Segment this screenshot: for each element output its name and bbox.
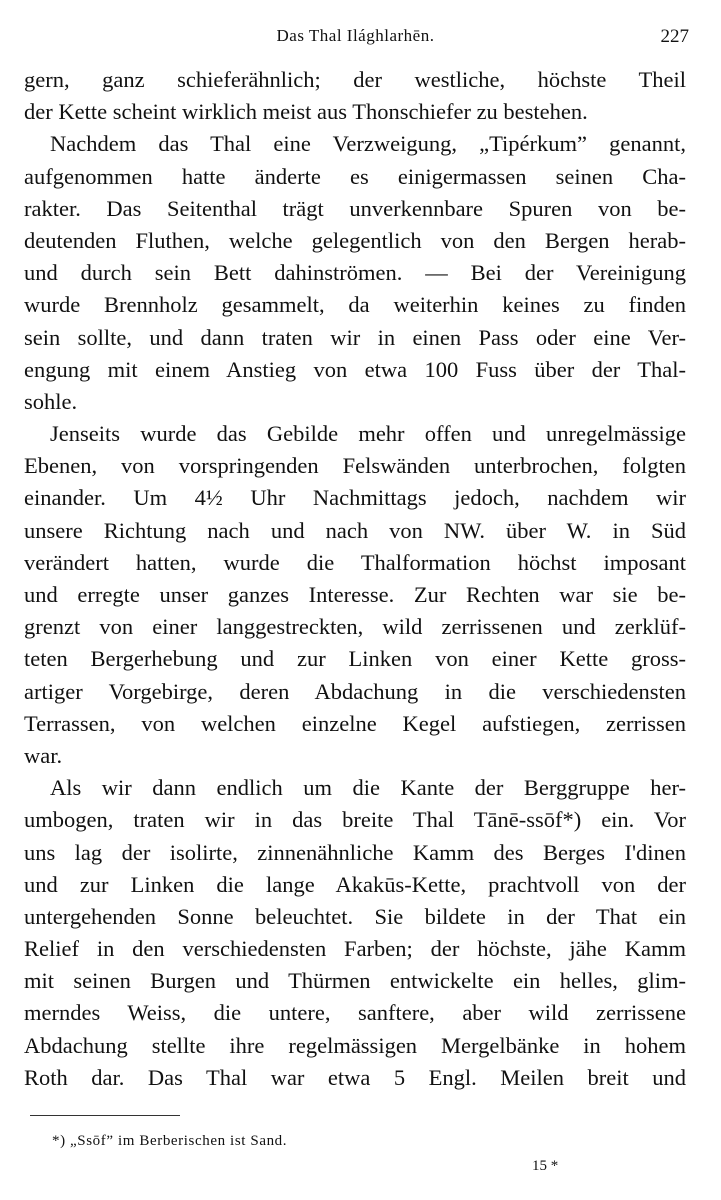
text-line: aufgenommen hatte änderte es einigermassen seinen Cha- [24,163,686,189]
running-title: Das Thal Ilághlarhēn. [276,26,435,45]
text-line: Roth dar. Das Thal war etwa 5 Engl. Meilen breit und [24,1064,686,1090]
running-head [22,26,689,50]
text-line: artiger Vorgebirge, deren Abdachung in die verschiedensten [24,678,686,704]
text-line: Ebenen, von vorspringenden Felswänden unterbrochen, folgten [24,453,686,479]
text-line: umbogen, traten wir in das breite Thal Tānē-ssōf*) ein. Vor [24,807,686,833]
text-line: teten Bergerhebung und zur Linken von einer Kette gross- [24,646,686,672]
text-line: unsere Richtung nach und nach von NW. über W. in Süd [24,517,686,543]
text-line: Als wir dann endlich um die Kante der Berggruppe her- [50,775,686,801]
text-line: verändert hatten, wurde die Thalformation höchst imposant [24,549,686,575]
text-line: untergehenden Sonne beleuchtet. Sie bildete in der That ein [24,903,686,929]
text-line: uns lag der isolirte, zinnenähnliche Kamm des Berges I'dinen [24,839,686,865]
text-line: Abdachung stellte ihre regelmässigen Mergelbänke in hohem [24,1032,686,1058]
page-number: 227 [660,26,689,47]
text-line: sein sollte, und dann traten wir in einen Pass oder eine Ver- [24,324,686,350]
text-line: grenzt von einer langgestreckten, wild zerrissenen und zerklüf- [24,614,686,640]
footnote-divider [30,1115,180,1116]
text-line: Nachdem das Thal eine Verzweigung, „Tipérkum” genannt, [50,131,686,157]
text-line: Terrassen, von welchen einzelne Kegel aufstiegen, zerrissen [24,710,686,736]
text-line: war. [24,742,63,768]
text-line: einander. Um 4½ Uhr Nachmittags jedoch, nachdem wir [24,485,686,511]
text-line: und erregte unser ganzes Interesse. Zur Rechten war sie be- [24,582,686,607]
footnote: *) „Ssōf” im Berberischen ist Sand. [52,1133,288,1149]
signature-mark: 15 * [532,1158,559,1174]
text-line: wurde Brennholz gesammelt, da weiterhin keines zu finden [24,292,686,318]
text-line: rakter. Das Seitenthal trägt unverkennbare Spuren von be- [24,195,686,221]
text-line: Relief in den verschiedensten Farben; der höchste, jähe Kamm [24,936,686,962]
text-line: merndes Weiss, die untere, sanftere, aber wild zerrissene [24,1000,686,1026]
text-line: deutenden Fluthen, welche gelegentlich von den Bergen herab- [24,227,686,253]
text-line: engung mit einem Anstieg von etwa 100 Fuss über der Thal- [24,356,686,382]
text-line: sohle. [24,388,78,414]
text-line: und zur Linken die lange Akakūs-Kette, prachtvoll von der [24,871,686,897]
text-line: der Kette scheint wirklich meist aus Thonschiefer zu bestehen. [24,99,588,125]
text-line: mit seinen Burgen und Thürmen entwickelte ein helles, glim- [24,968,686,994]
text-line: und durch sein Bett dahinströmen. — Bei der Vereinigung [24,260,686,286]
text-line: gern, ganz schieferähnlich; der westliche, höchste Theil [24,67,686,92]
text-line: Jenseits wurde das Gebilde mehr offen und unregelmässige [50,421,686,447]
body-text [24,64,686,1094]
